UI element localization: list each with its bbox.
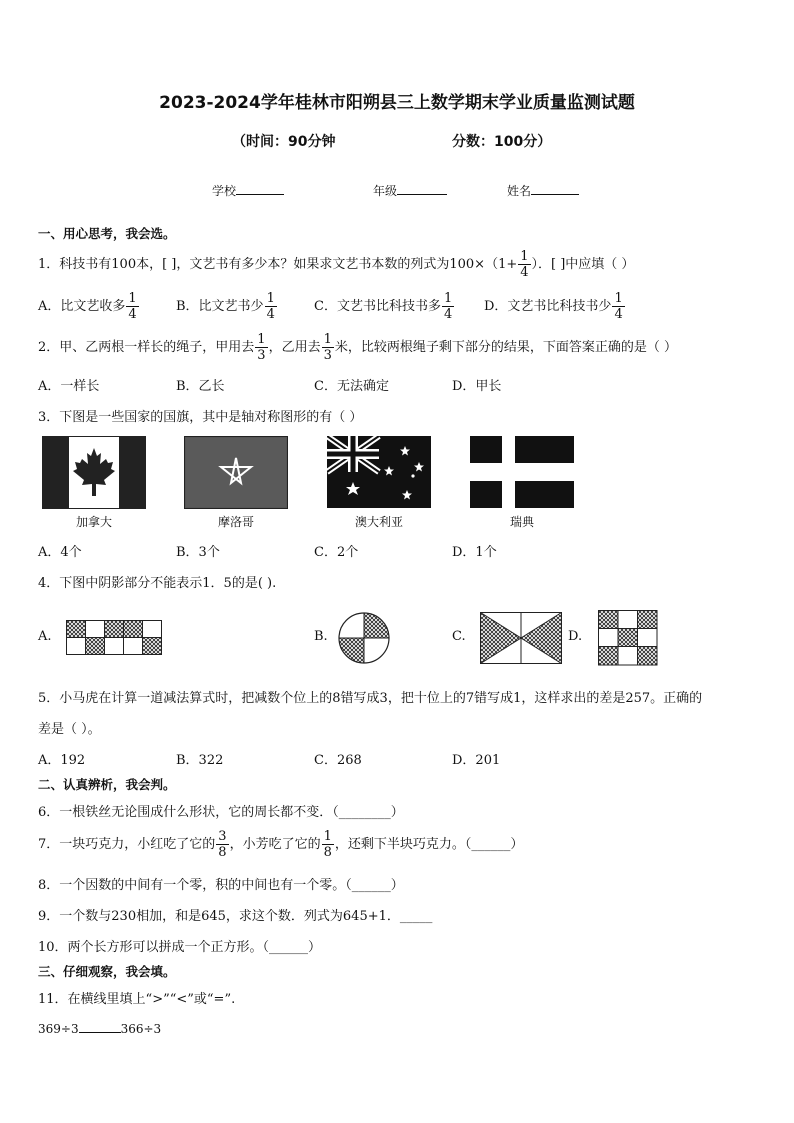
question-11: 11．在横线里填上“>”“<”或“=”. <box>38 992 236 1007</box>
sweden-flag-image <box>470 436 574 508</box>
flag-caption-morocco: 摩洛哥 <box>217 515 254 529</box>
flag-caption-australia: 澳大利亚 <box>354 515 403 529</box>
q11-right-expression: 366÷3 <box>120 1022 162 1036</box>
q3-option-a[interactable]: A．4个 <box>38 545 82 560</box>
section-heading-1: 一、用心思考，我会选。 <box>38 226 176 241</box>
q4-option-a-label[interactable]: A. <box>38 629 52 644</box>
q1-text-b: ）．[ ]中应填（ ） <box>531 257 635 272</box>
school-label: 学校 <box>212 184 237 198</box>
q4-option-d-label[interactable]: D. <box>568 629 583 644</box>
q4-option-c-label[interactable]: C. <box>452 629 466 644</box>
question-1 <box>38 250 634 279</box>
q4-option-a-figure <box>66 620 162 656</box>
q3-option-d[interactable]: D．1个 <box>452 545 497 560</box>
q4-option-c-figure <box>480 612 562 664</box>
question-5-line-2: 差是（ ）。 <box>38 722 101 737</box>
grade-label: 年级 <box>373 184 398 198</box>
q4-option-d-figure <box>598 610 658 666</box>
question-4: 4．下图中阴影部分不能表示1．5的是( ). <box>38 576 277 591</box>
name-field[interactable] <box>507 182 579 199</box>
q5-option-c[interactable]: C．268 <box>314 753 362 768</box>
q5-option-a[interactable]: A．192 <box>38 753 86 768</box>
section-heading-3: 三、仔细观察，我会填。 <box>38 964 176 979</box>
q1-option-d[interactable]: D．文艺书比科技书少 $\frac{1}{4}$ <box>484 291 623 322</box>
q2-option-a[interactable]: A．一样长 <box>38 379 100 394</box>
q1-text-a: 1．科技书有100本，[ ]，文艺书有多少本？如果求文艺书本数的列式为100×（1+ <box>38 257 518 272</box>
morocco-flag-image <box>184 436 288 509</box>
australia-flag-image <box>327 436 431 508</box>
school-field[interactable] <box>212 182 284 199</box>
q3-option-b[interactable]: B．3个 <box>176 545 220 560</box>
page-title: 2023-2024学年桂林市阳朔县三上数学期末学业质量监测试题 <box>159 93 635 113</box>
canada-flag-image <box>42 436 146 509</box>
section-heading-2: 二、认真辨析，我会判。 <box>38 777 176 792</box>
grade-field[interactable] <box>373 182 447 199</box>
q2-option-b[interactable]: B．乙长 <box>176 379 225 394</box>
q2-option-d[interactable]: D．甲长 <box>452 379 502 394</box>
q1-option-c[interactable]: C．文艺书比科技书多 $\frac{1}{4}$ <box>314 291 453 322</box>
flag-caption-sweden: 瑞典 <box>509 515 534 529</box>
q11-comparison[interactable] <box>38 1020 161 1036</box>
exam-time: （时间：90分钟 <box>232 134 336 150</box>
q5-option-b[interactable]: B．322 <box>176 753 224 768</box>
q5-option-d[interactable]: D．201 <box>452 753 501 768</box>
question-3: 3．下图是一些国家的国旗，其中是轴对称图形的有（ ） <box>38 410 363 425</box>
flag-caption-canada: 加拿大 <box>75 515 112 529</box>
q11-answer-blank[interactable] <box>79 1020 121 1033</box>
q2-option-c[interactable]: C．无法确定 <box>314 379 389 394</box>
question-9: 9．一个数与230相加，和是645，求这个数．列式为645+1．_____ <box>38 909 433 924</box>
q1-option-a[interactable]: A．比文艺收多 $\frac{1}{4}$ <box>38 291 137 322</box>
question-5-line-1: 5．小马虎在计算一道减法算式时，把减数个位上的8错写成3，把十位上的7错写成1，这样求出的差是257。正确的 <box>38 691 703 706</box>
q1-option-b[interactable]: B．比文艺书少 $\frac{1}{4}$ <box>176 291 275 322</box>
q11-left-expression: 369÷3 <box>38 1022 79 1036</box>
question-10: 10．两个长方形可以拼成一个正方形。（______） <box>38 940 322 955</box>
q3-option-c[interactable]: C．2个 <box>314 545 359 560</box>
q4-option-b-figure <box>338 612 390 664</box>
q1-fraction: $\frac{1}{4}$ <box>520 249 529 280</box>
name-label: 姓名 <box>507 184 532 198</box>
question-2: 2．甲、乙两根一样长的绳子，甲用去 $\frac{1}{3}$ ，乙用去 $\frac{1}{3}$ 米，比较两根绳子剩下部分的结果，下面答案正确的是（ ） <box>38 332 677 363</box>
exam-score: 分数：100分） <box>452 134 552 150</box>
question-6: 6．一根铁丝无论围成什么形状，它的周长都不变．（________） <box>38 805 404 820</box>
question-7: 7．一块巧克力，小红吃了它的 $\frac{3}{8}$ ，小芳吃了它的 $\frac{1}{8}$ ，还剩下半块巧克力。（______） <box>38 829 524 860</box>
question-8: 8．一个因数的中间有一个零，积的中间也有一个零。（______） <box>38 878 404 893</box>
q4-option-b-label[interactable]: B. <box>314 629 328 644</box>
